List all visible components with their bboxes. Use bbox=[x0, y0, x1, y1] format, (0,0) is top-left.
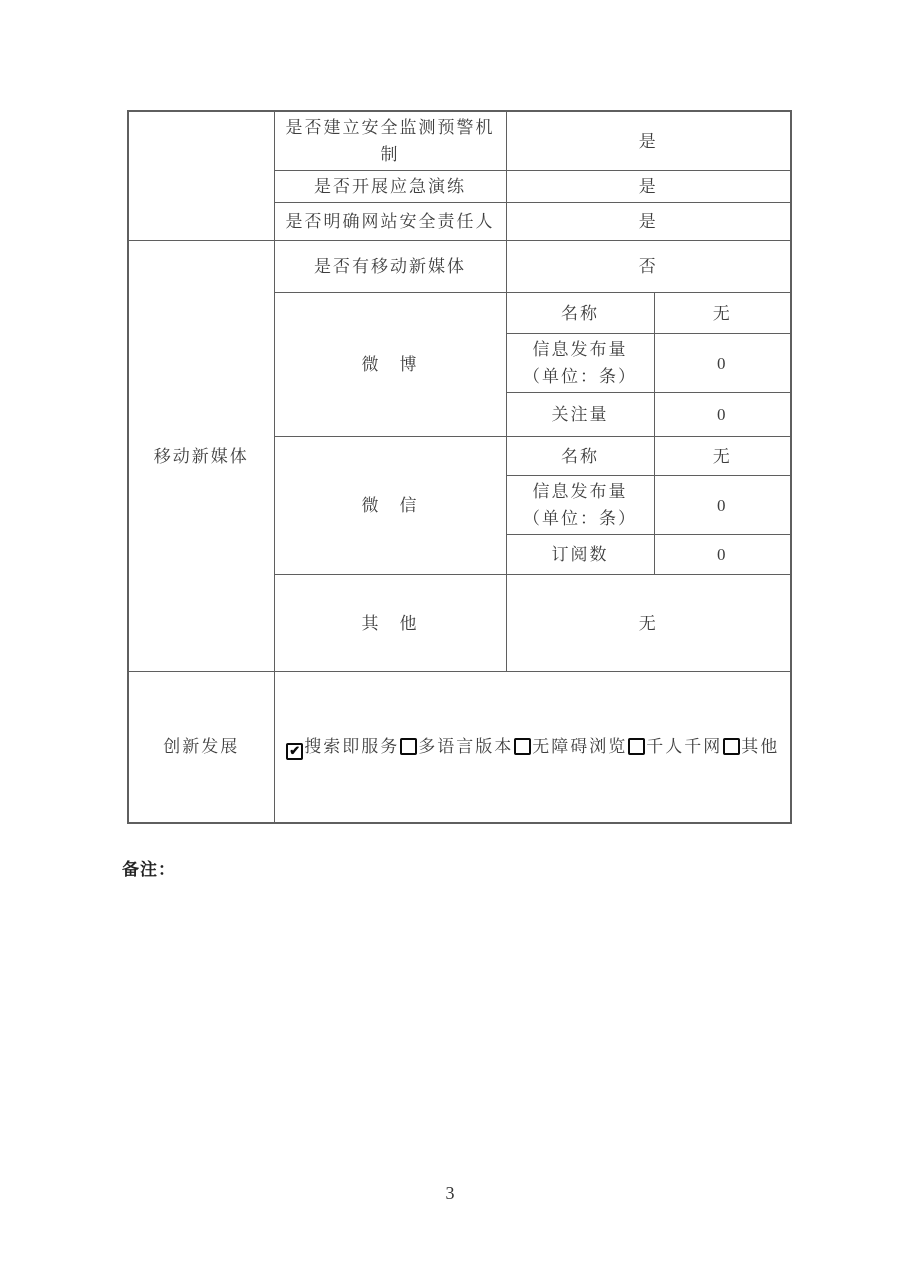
page-number: 3 bbox=[445, 1183, 455, 1203]
table-row bbox=[128, 111, 791, 171]
checkbox-unchecked-icon bbox=[400, 738, 417, 755]
notes-label: 备注： bbox=[122, 860, 176, 879]
wechat-name-value: 无 bbox=[654, 437, 791, 476]
weibo-name-label: 名称 bbox=[506, 293, 654, 334]
innovation-option-label: 无障碍浏览 bbox=[532, 737, 628, 757]
innovation-option-label: 多语言版本 bbox=[418, 737, 514, 757]
wechat-posts-label: 信息发布量 （单位：条） bbox=[506, 476, 654, 535]
checkbox-checked-icon: ✔ bbox=[286, 743, 303, 760]
innovation-option-label: 千人千网 bbox=[646, 737, 723, 757]
security-question-label: 是否明确网站安全责任人 bbox=[274, 203, 506, 241]
innovation-option-label: 其他 bbox=[741, 737, 780, 757]
other-media-value: 无 bbox=[506, 575, 791, 672]
wechat-cell: 微 信 bbox=[274, 437, 506, 575]
innovation-option-label: 搜索即服务 bbox=[304, 737, 400, 757]
weibo-followers-value: 0 bbox=[654, 393, 791, 437]
wechat-subscribers-label: 订阅数 bbox=[506, 535, 654, 575]
security-question-value: 是 bbox=[506, 171, 791, 203]
other-media-label: 其 他 bbox=[274, 575, 506, 672]
security-question-label: 是否建立安全监测预警机制 bbox=[274, 111, 506, 171]
weibo-name-value: 无 bbox=[654, 293, 791, 334]
security-question-value: 是 bbox=[506, 203, 791, 241]
wechat-name-label: 名称 bbox=[506, 437, 654, 476]
innovation-options bbox=[274, 672, 791, 823]
section-cell-mobile-media: 移动新媒体 bbox=[128, 241, 274, 672]
table-row bbox=[128, 672, 791, 823]
table-row bbox=[128, 241, 791, 293]
has-mobile-media-label: 是否有移动新媒体 bbox=[274, 241, 506, 293]
section-cell-innovation: 创新发展 bbox=[128, 672, 274, 823]
wechat-posts-value: 0 bbox=[654, 476, 791, 535]
security-question-value: 是 bbox=[506, 111, 791, 171]
weibo-posts-label: 信息发布量 （单位：条） bbox=[506, 334, 654, 393]
checkbox-unchecked-icon bbox=[723, 738, 740, 755]
section-cell-empty bbox=[128, 111, 274, 241]
annual-report-table bbox=[127, 110, 792, 824]
weibo-cell: 微 博 bbox=[274, 293, 506, 437]
checkbox-unchecked-icon bbox=[628, 738, 645, 755]
has-mobile-media-value: 否 bbox=[506, 241, 791, 293]
weibo-posts-value: 0 bbox=[654, 334, 791, 393]
wechat-subscribers-value: 0 bbox=[654, 535, 791, 575]
checkbox-unchecked-icon bbox=[514, 738, 531, 755]
security-question-label: 是否开展应急演练 bbox=[274, 171, 506, 203]
weibo-followers-label: 关注量 bbox=[506, 393, 654, 437]
